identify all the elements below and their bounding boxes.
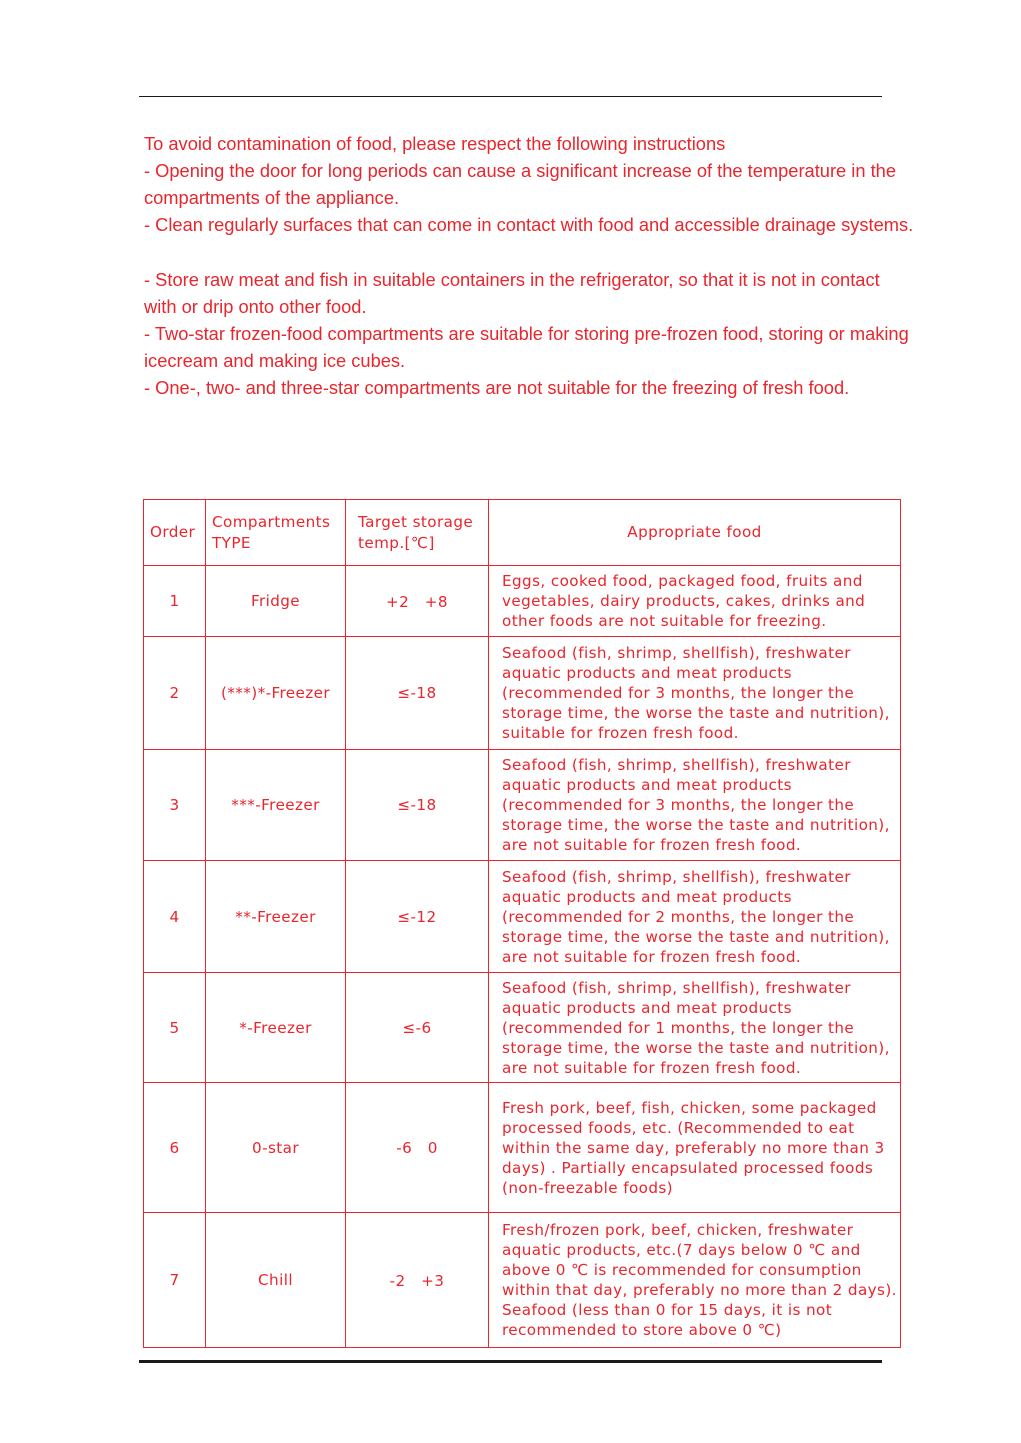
instruction-item: - Opening the door for long periods can cause a significant increase of the temperature in the compartments of the appliance.	[144, 160, 897, 208]
table-row	[144, 637, 901, 750]
row-order: 4	[144, 861, 206, 973]
table-row	[144, 750, 901, 861]
header-food: Appropriate food	[489, 500, 901, 566]
row-food: Seafood (fish, shrimp, shellfish), freshwater aquatic products and meat products (recommended for 1 months, the longer the storage time, the worse the taste and nutrition), are not suitable for frozen fresh food.	[489, 973, 901, 1083]
row-order: 1	[144, 566, 206, 637]
row-food: Seafood (fish, shrimp, shellfish), freshwater aquatic products and meat products (recommended for 3 months, the longer the storage time, the worse the taste and nutrition), suitable for frozen fresh food.	[489, 637, 901, 750]
header-type	[206, 500, 346, 566]
header-temp-line1: Target storage	[358, 512, 474, 531]
row-type: ***-Freezer	[206, 750, 346, 861]
header-rule	[139, 96, 882, 97]
instruction-item: - Store raw meat and fish in suitable containers in the refrigerator, so that it is not in contact with or drip onto other food.	[144, 269, 880, 317]
table-header-row	[144, 500, 901, 566]
table-row	[144, 1083, 901, 1213]
table-row	[144, 1213, 901, 1348]
row-food: Seafood (fish, shrimp, shellfish), freshwater aquatic products and meat products (recommended for 2 months, the longer the storage time, the worse the taste and nutrition), are not suitable for frozen fresh food.	[489, 861, 901, 973]
row-temp: ≤-12	[346, 861, 489, 973]
table-row	[144, 566, 901, 637]
row-order: 3	[144, 750, 206, 861]
header-temp	[346, 500, 489, 566]
row-temp: +2 +8	[346, 566, 489, 637]
table-row	[144, 973, 901, 1083]
instruction-item: - One-, two- and three-star compartments are not suitable for the freezing of fresh food.	[144, 377, 850, 398]
row-order: 5	[144, 973, 206, 1083]
footer-rule	[139, 1360, 882, 1363]
instructions-block	[144, 130, 914, 401]
spacer	[144, 238, 914, 266]
row-type: *-Freezer	[206, 973, 346, 1083]
row-type: (***)*-Freezer	[206, 637, 346, 750]
row-type: Chill	[206, 1213, 346, 1348]
row-food: Eggs, cooked food, packaged food, fruits and vegetables, dairy products, cakes, drinks and other foods are not suitable for freezing.	[489, 566, 901, 637]
row-order: 2	[144, 637, 206, 750]
header-temp-line2: temp.[℃]	[358, 533, 435, 552]
row-temp: -2 +3	[346, 1213, 489, 1348]
table-row	[144, 861, 901, 973]
instruction-item: - Clean regularly surfaces that can come in contact with food and accessible drainage systems.	[144, 214, 914, 235]
row-temp: ≤-18	[346, 750, 489, 861]
storage-table	[143, 499, 901, 1348]
row-food: Fresh pork, beef, fish, chicken, some packaged processed foods, etc. (Recommended to eat within the same day, preferably no more than 3 days) . Partially encapsulated processed foods (non-freezable foods)	[489, 1083, 901, 1213]
row-food: Fresh/frozen pork, beef, chicken, freshwater aquatic products, etc.(7 days below 0 ℃ and above 0 ℃ is recommended for consumption within that day, preferably no more than 2 days). Seafood (less than 0 for 15 days, it is not recommended to store above 0 ℃)	[489, 1213, 901, 1348]
instructions-heading: To avoid contamination of food, please respect the following instructions	[144, 133, 726, 154]
row-temp: -6 0	[346, 1083, 489, 1213]
row-type: **-Freezer	[206, 861, 346, 973]
row-type: Fridge	[206, 566, 346, 637]
header-order: Order	[144, 500, 206, 566]
instruction-item: - Two-star frozen-food compartments are suitable for storing pre-frozen food, storing or making icecream and making ice cubes.	[144, 323, 909, 371]
header-type-line1: Compartments	[212, 512, 331, 531]
row-order: 7	[144, 1213, 206, 1348]
row-temp: ≤-18	[346, 637, 489, 750]
header-type-line2: TYPE	[212, 533, 251, 552]
row-type: 0-star	[206, 1083, 346, 1213]
row-food: Seafood (fish, shrimp, shellfish), freshwater aquatic products and meat products (recommended for 3 months, the longer the storage time, the worse the taste and nutrition), are not suitable for frozen fresh food.	[489, 750, 901, 861]
row-temp: ≤-6	[346, 973, 489, 1083]
row-order: 6	[144, 1083, 206, 1213]
